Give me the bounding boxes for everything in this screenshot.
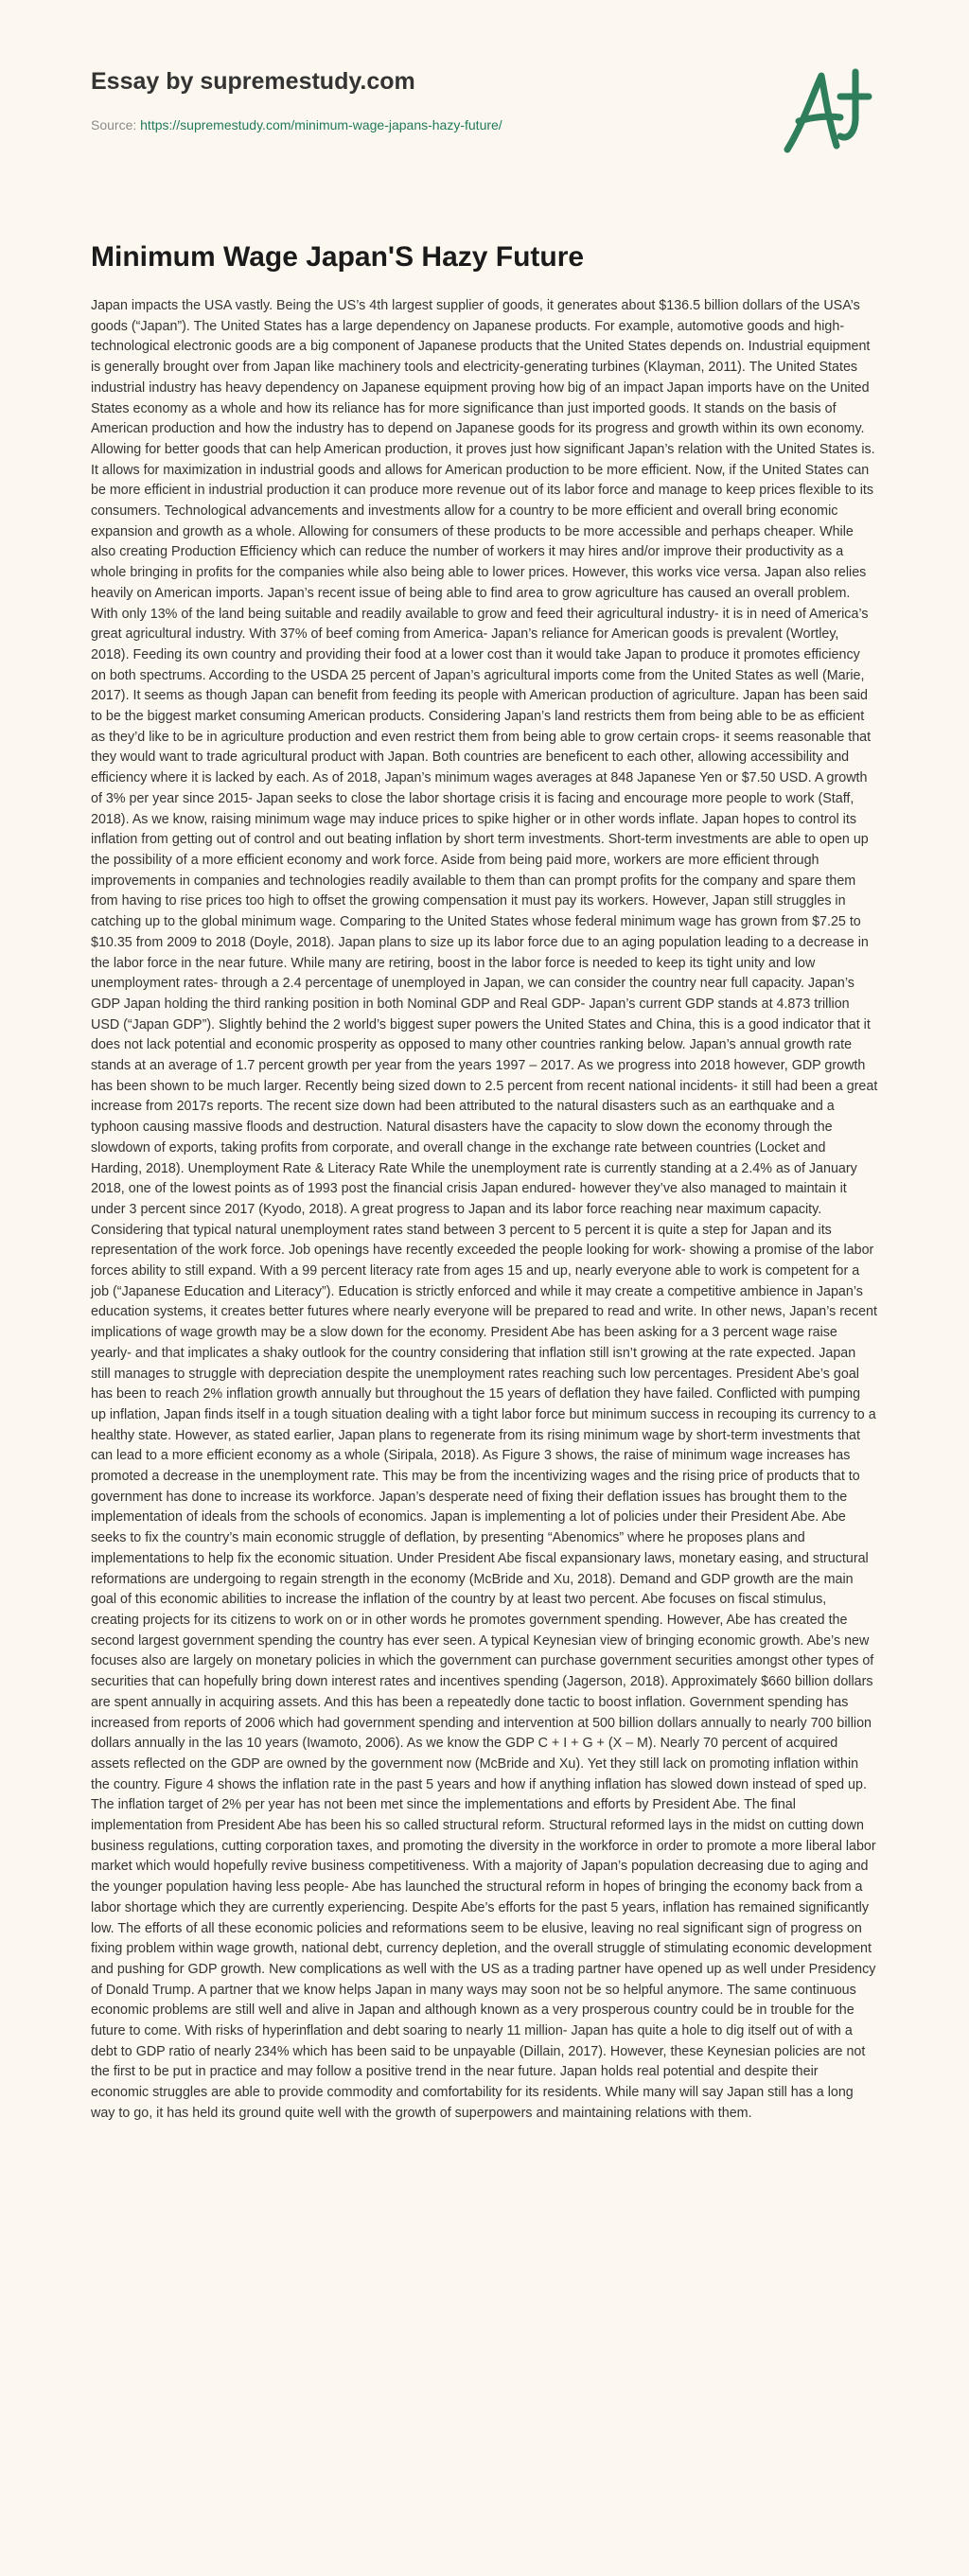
source-label: Source: [91, 117, 137, 132]
essay-title: Minimum Wage Japan'S Hazy Future [91, 241, 585, 273]
source-link[interactable]: https://supremestudy.com/minimum-wage-japans-hazy-future/ [140, 117, 502, 132]
a-plus-logo-icon [774, 59, 878, 163]
source-line [91, 117, 502, 132]
page-header [91, 0, 878, 189]
essay-body: Japan impacts the USA vastly. Being the US’s 4th largest supplier of goods, it generates about $136.5 billion dollars of the USA’s goods (“Japan”). The United States has a large dependency on Japanese products. For example, automotive goods and high-technological electronic goods are a big component of Japanese products that the United States depends on. Industrial equipment is generally brought over from Japan like machinery tools and electricity-generating turbines (Klayman, 2011). The United States industrial industry has heavy dependency on Japanese equipment proving how big of an impact Japan imports have on the United States economy as a whole and how its reliance has for more significance than just imported goods. It stands on the basis of American production and how the industry has to depend on Japanese goods for its progress and growth within its own economy. Allowing for better goods that can help American production, it proves just how significant Japan’s relation with the United States is. It allows for maximization in industrial goods and allows for American production to be more efficient. Now, if the United States can be more efficient in industrial production it can produce more revenue out of its labor force and manage to keep prices flexible to its consumers. Technological advancements and investments allow for a country to be more efficient and overall bring economic expansion and growth as a whole. Allowing for consumers of these products to be more accessible and perhaps cheaper. While also creating Production Efficiency which can reduce the number of workers it may hires and/or improve their productivity as a whole bringing in profits for the companies while also being able to lower prices. However, this works vice versa. Japan also relies heavily on American imports. Japan’s recent issue of being able to find area to grow agriculture has caused an overall problem. With only 13% of the land being suitable and readily available to grow and feed their agricultural industry- it is in need of America’s great agricultural industry. With 37% of beef coming from America- Japan’s reliance for American goods is prevalent (Wortley, 2018). Feeding its own country and providing their food at a lower cost than it would take Japan to produce it promotes efficiency on both spectrums. According to the USDA 25 percent of Japan’s agricultural imports come from the United States as well (Marie, 2017). It seems as though Japan can benefit from feeding its people with American production of agriculture. Japan has been said to be the biggest market consuming American products. Considering Japan’s land restricts them from being able to be as efficient as they’d like to be in agriculture production and even restrict them from being able to grow certain crops- it seems reasonable that they would want to trade agricultural product with Japan. Both countries are beneficent to each other, allowing accessibility and efficiency where it is lacked by each. As of 2018, Japan’s minimum wages averages at 848 Japanese Yen or $7.50 USD. A growth of 3% per year since 2015- Japan seeks to close the labor shortage crisis it is facing and encourage more people to work (Staff, 2018). As we know, raising minimum wage may induce prices to spike higher or in other words inflate. Japan hopes to control its inflation from getting out of control and out beating inflation by short term investments. Short-term investments are able to open up the possibility of a more efficient economy and work force. Aside from being paid more, workers are more efficient through improvements in companies and technologies readily available to them than can prompt profits for the company and spare them from having to rise prices too high to offset the growing compensation it must pay its workers. However, Japan still struggles in catching up to the global minimum wage. Comparing to the United States whose federal minimum wage has grown from $7.25 to $10.35 from 2009 to 2018 (Doyle, 2018). Japan plans to size up its labor force due to an aging population leading to a decrease in the labor force in the near future. While many are retiring, boost in the labor force is needed to keep its tight unity and low unemployment rates- through a 2.4 percentage of unemployed in Japan, we can consider the country near full capacity. Japan’s GDP Japan holding the third ranking position in both Nominal GDP and Real GDP- Japan’s current GDP stands at 4.873 trillion USD (“Japan GDP”). Slightly behind the 2 world’s biggest super powers the United States and China, this is a good indicator that it does not lack potential and economic prosperity as opposed to many other countries ranking below. Japan’s annual growth rate stands at an average of 1.7 percent growth per year from the years 1997 – 2017. As we progress into 2018 however, GDP growth has been shown to be much larger. Recently being sized down to 2.5 percent from recent national incidents- it still had been a great increase from 2017s reports. The recent size down had been attributed to the natural disasters such as an earthquake and a typhoon causing massive floods and destruction. Natural disasters have the capacity to slow down the economy through the slowdown of exports, taking profits from corporate, and overall change in the exchange rate between countries (Locket and Harding, 2018). Unemployment Rate & Literacy Rate While the unemployment rate is currently standing at a 2.4% as of January 2018, one of the lowest points as of 1993 post the financial crisis Japan endured- however they’ve also managed to maintain it under 3 percent since 2017 (Kyodo, 2018). A great progress to Japan and its labor force reaching near maximum capacity. Considering that typical natural unemployment rates stand between 3 percent to 5 percent it is quite a step for Japan and its representation of the work force. Job openings have recently exceeded the people looking for work- showing a promise of the labor forces ability to still expand. With a 99 percent literacy rate from ages 15 and up, nearly everyone able to work is competent for a job (“Japanese Education and Literacy”). Education is strictly enforced and while it may create a competitive ambience in Japan’s education systems, it creates better futures where nearly everyone will be prepared to read and write. In other news, Japan’s recent implications of wage growth may be a slow down for the economy. President Abe has been asking for a 3 percent wage raise yearly- and that implicates a shaky outlook for the country considering that inflation still isn’t growing at the rate expected. Japan still manages to struggle with depreciation despite the unemployment rates reaching such low percentages. President Abe’s goal has been to reach 2% inflation growth annually but throughout the 15 years of deflation they have failed. Conflicted with pumping up inflation, Japan finds itself in a tough situation dealing with a tight labor force but minimum success in recouping its currency to a healthy state. However, as stated earlier, Japan plans to regenerate from its rising minimum wage by short-term investments that can lead to a more efficient economy as a whole (Siripala, 2018). As Figure 3 shows, the raise of minimum wage increases has promoted a decrease in the unemployment rate. This may be from the incentivizing wages and the rising price of products that to government has done to increase its workforce. Japan’s desperate need of fixing their deflation issues has brought them to the implementation of ideals from the schools of economics. Japan is implementing a lot of policies under their President Abe. Abe seeks to fix the country’s main economic struggle of deflation, by presenting “Abenomics” where he proposes plans and implementations to help fix the economic situation. Under President Abe fiscal expansionary laws, monetary easing, and structural reformations are undergoing to regain strength in the economy (McBride and Xu, 2018). Demand and GDP growth are the main goal of this economic abilities to increase the inflation of the country by at least two percent. Abe focuses on fiscal stimulus, creating projects for its citizens to work on or in other words he promotes government spending. However, Abe has created the second largest government spending the country has ever seen. A typical Keynesian view of bringing economic growth. Abe’s new focuses also are largely on monetary policies in which the government can purchase government securities amongst other types of securities that can hopefully bring down interest rates and incentives spending (Jagerson, 2018). Approximately $660 billion dollars are spent annually in acquiring assets. And this has been a repeatedly done tactic to boost inflation. Government spending has increased from reports of 2006 which had government spending and intervention at 500 billion dollars annually to nearly 700 billion dollars annually in the las 10 years (Iwamoto, 2006). As we know the GDP C + I + G + (X – M). Nearly 70 percent of acquired assets reflected on the GDP are owned by the government now (McBride and Xu). Yet they still lack on promoting inflation within the country. Figure 4 shows the inflation rate in the past 5 years and how if anything inflation has slowed down instead of sped up. The inflation target of 2% per year has not been met since the implementations and efforts by President Abe. The final implementation from President Abe has been his so called structural reform. Structural reformed lays in the midst on cutting down business regulations, cutting corporation taxes, and promoting the diversity in the workforce in order to promote a more liberal labor market which would hopefully revive business competitiveness. With a majority of Japan’s population decreasing due to aging and the younger population having less people- Abe has launched the structural reform in hopes of bringing the economy back from a labor shortage which they are currently experiencing. Despite Abe’s efforts for the past 5 years, inflation has remained significantly low. The efforts of all these economic policies and reformations seem to be elusive, leaving no real significant sign of progress on fixing problem within wage growth, national debt, currency depletion, and the overall struggle of stimulating economic development and pushing for GDP growth. New complications as well with the US as a trading partner have opened up as well under Presidency of Donald Trump. A partner that we know helps Japan in many ways may soon not be so helpful anymore. The same continuous economic problems are still well and alive in Japan and although known as a very prosperous country could be in trouble for the future to come. With risks of hyperinflation and debt soaring to nearly 11 million- Japan has quite a hole to dig itself out of with a debt to GDP ratio of nearly 234% which has been said to be unpayable (Dillain, 2017). However, these Keynesian policies are not the first to be put in practice and may follow a positive trend in the near future. Japan holds real potential and despite their economic struggles are able to provide commodity and comfortability for its residents. While many will say Japan still has a long way to go, it has held its ground quite well with the growth of superpowers and maintaining relations with them. [91, 298, 878, 2121]
site-title: Essay by supremestudy.com [91, 68, 415, 95]
